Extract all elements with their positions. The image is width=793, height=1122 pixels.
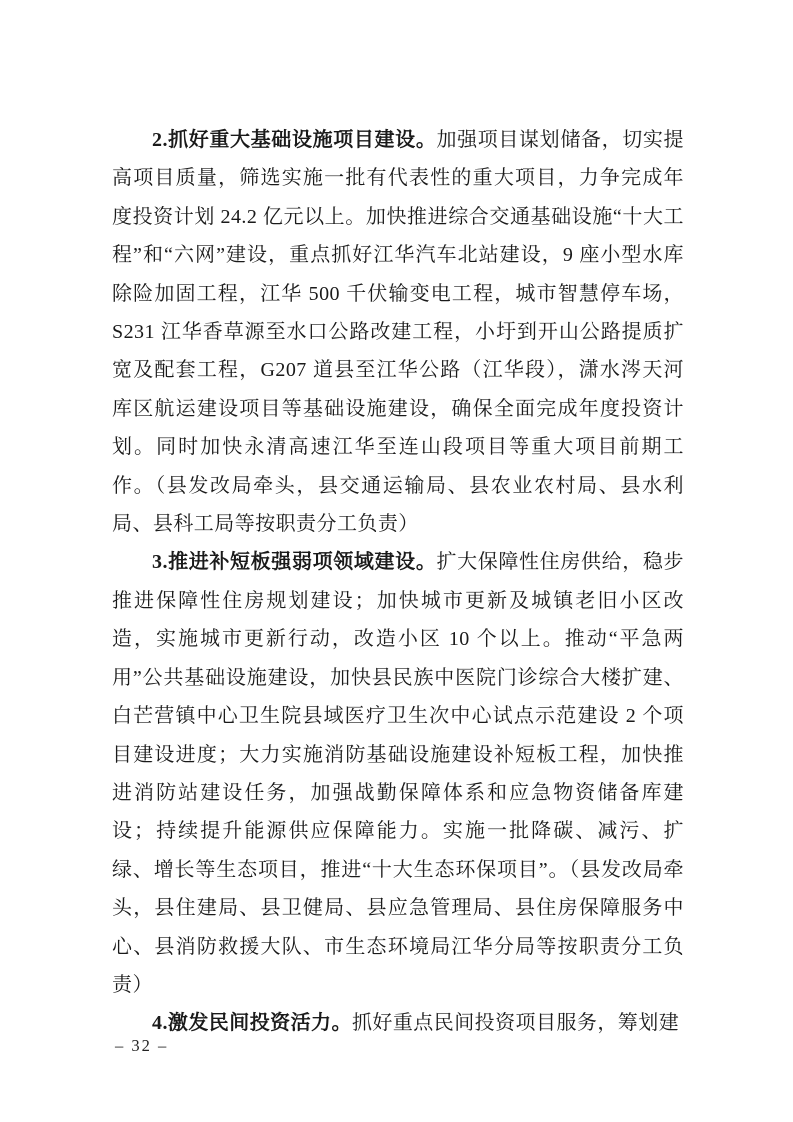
paragraph-3 bbox=[112, 543, 684, 1004]
paragraph-4-heading: 4.激发民间投资活力。 bbox=[152, 1012, 352, 1035]
page-number: – 32 – bbox=[115, 1036, 169, 1055]
paragraph-3-text: 扩大保障性住房供给，稳步推进保障性住房规划建设；加快城市更新及城镇老旧小区改造，实施城市更新行动，改造小区 10 个以上。推动“平急两用”公共基础设施建设，加快县民族中医院门诊综合大楼扩建、白芒营镇中心卫生院县域医疗卫生次中心试点示范建设 2 个项目建设进度；大力实施消防基础设施建设补短板工程，加快推进消防站建设任务，加强战勤保障体系和应急物资储备库建设；持续提升能源供应保障能力。实施一批降碳、减污、扩绿、增长等生态项目，推进“十大生态环保项目”。（县发改局牵头，县住建局、县卫健局、县应急管理局、县住房保障服务中心、县消防救援大队、市生态环境局江华分局等按职责分工负责） bbox=[112, 551, 684, 996]
document-body bbox=[112, 121, 684, 1043]
paragraph-4-text: 抓好重点民间投资项目服务，筹划建 bbox=[351, 1012, 680, 1035]
paragraph-2-text: 加强项目谋划储备，切实提高项目质量，筛选实施一批有代表性的重大项目，力争完成年度投资计划 24.2 亿元以上。加快推进综合交通基础设施“十大工程”和“六网”建设，重点抓好江华汽车北站建设，9 座小型水库除险加固工程，江华 500 千伏输变电工程，城市智慧停车场，S231 江华香草源至水口公路改建工程，小圩到开山公路提质扩宽及配套工程，G207 道县至江华公路（江华段），潇水涔天河库区航运建设项目等基础设施建设，确保全面完成年度投资计划。同时加快永清高速江华至连山段项目等重大项目前期工作。（县发改局牵头，县交通运输局、县农业农村局、县水利局、县科工局等按职责分工负责） bbox=[112, 129, 684, 536]
paragraph-2 bbox=[112, 121, 684, 543]
paragraph-3-heading: 3.推进补短板强弱项领域建设。 bbox=[152, 551, 437, 574]
paragraph-4 bbox=[112, 1004, 684, 1042]
paragraph-2-heading: 2.抓好重大基础设施项目建设。 bbox=[152, 129, 437, 151]
